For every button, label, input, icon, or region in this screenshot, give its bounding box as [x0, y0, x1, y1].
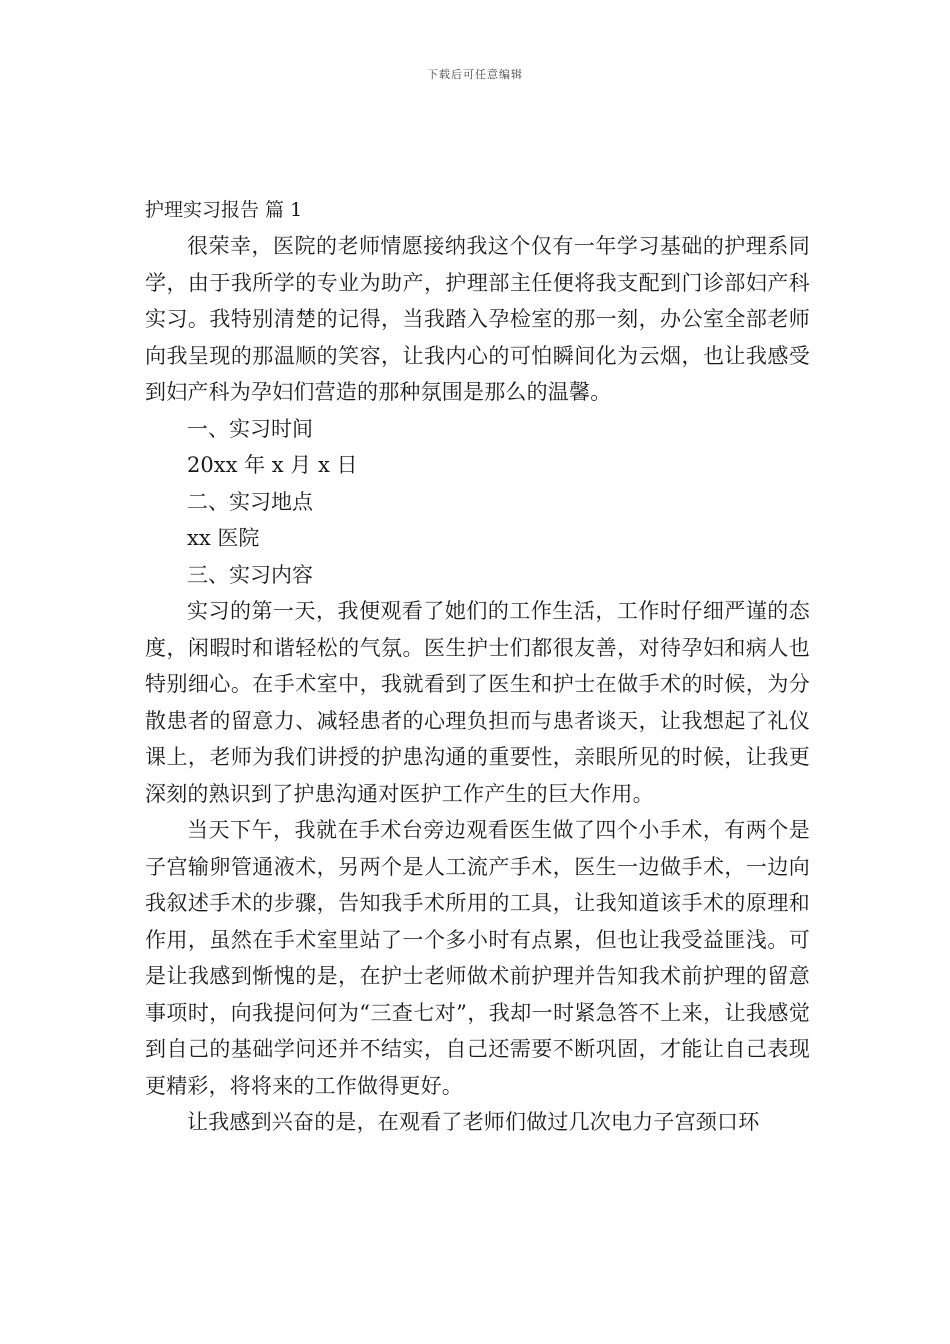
body-paragraph-1: 实习的第一天，我便观看了她们的工作生活，工作时仔细严谨的态度，闲暇时和谐轻松的气氛。医生护士们都很友善，对待孕妇和病人也特别细心。在手术室中，我就看到了医生和护士在做手术的时候，为分散患者的留意力、减轻患者的心理负担而与患者谈天，让我想起了礼仪课上，老师为我们讲授的护患沟通的重要性，亲眼所见的时候，让我更深刻的熟识到了护患沟通对医护工作产生的巨大作用。	[145, 599, 810, 806]
internship-place: xx 医院	[187, 526, 260, 550]
section-heading-place: 二、实习地点	[187, 489, 313, 514]
body-paragraph-3: 让我感到兴奋的是，在观看了老师们做过几次电力子宫颈口环	[187, 1110, 760, 1134]
header-note: 下载后可任意编辑	[427, 68, 523, 81]
body-paragraph-2: 当天下午，我就在手术台旁边观看医生做了四个小手术，有两个是子宫输卵管通液术，另两个是人工流产手术，医生一边做手术，一边向我叙述手术的步骤，告知我手术所用的工具，让我知道该手术的原理和作用，虽然在手术室里站了一个多小时有点累，但也让我受益匪浅。可是让我感到惭愧的是，在护士老师做术前护理并告知我术前护理的留意事项时，向我提问何为“三查七对”，我却一时紧急答不上来，让我感觉到自己的基础学问还并不结实，自己还需要不断巩固，才能让自己表现更精彩，将将来的工作做得更好。	[145, 818, 810, 1098]
section-heading-time: 一、实习时间	[187, 416, 313, 441]
document-title: 护理实习报告 篇 1	[145, 199, 303, 221]
document-body	[145, 196, 810, 1141]
section-heading-content: 三、实习内容	[187, 562, 313, 587]
intro-paragraph: 很荣幸，医院的老师情愿接纳我这个仅有一年学习基础的护理系同学，由于我所学的专业为助产，护理部主任便将我支配到门诊部妇产科实习。我特别清楚的记得，当我踏入孕检室的那一刻，办公室全部老师向我呈现的那温顺的笑容，让我内心的可怕瞬间化为云烟，也让我感受到妇产科为孕妇们营造的那种氛围是那么的温馨。	[145, 234, 810, 404]
internship-date: 20xx 年 x 月 x 日	[187, 453, 358, 477]
